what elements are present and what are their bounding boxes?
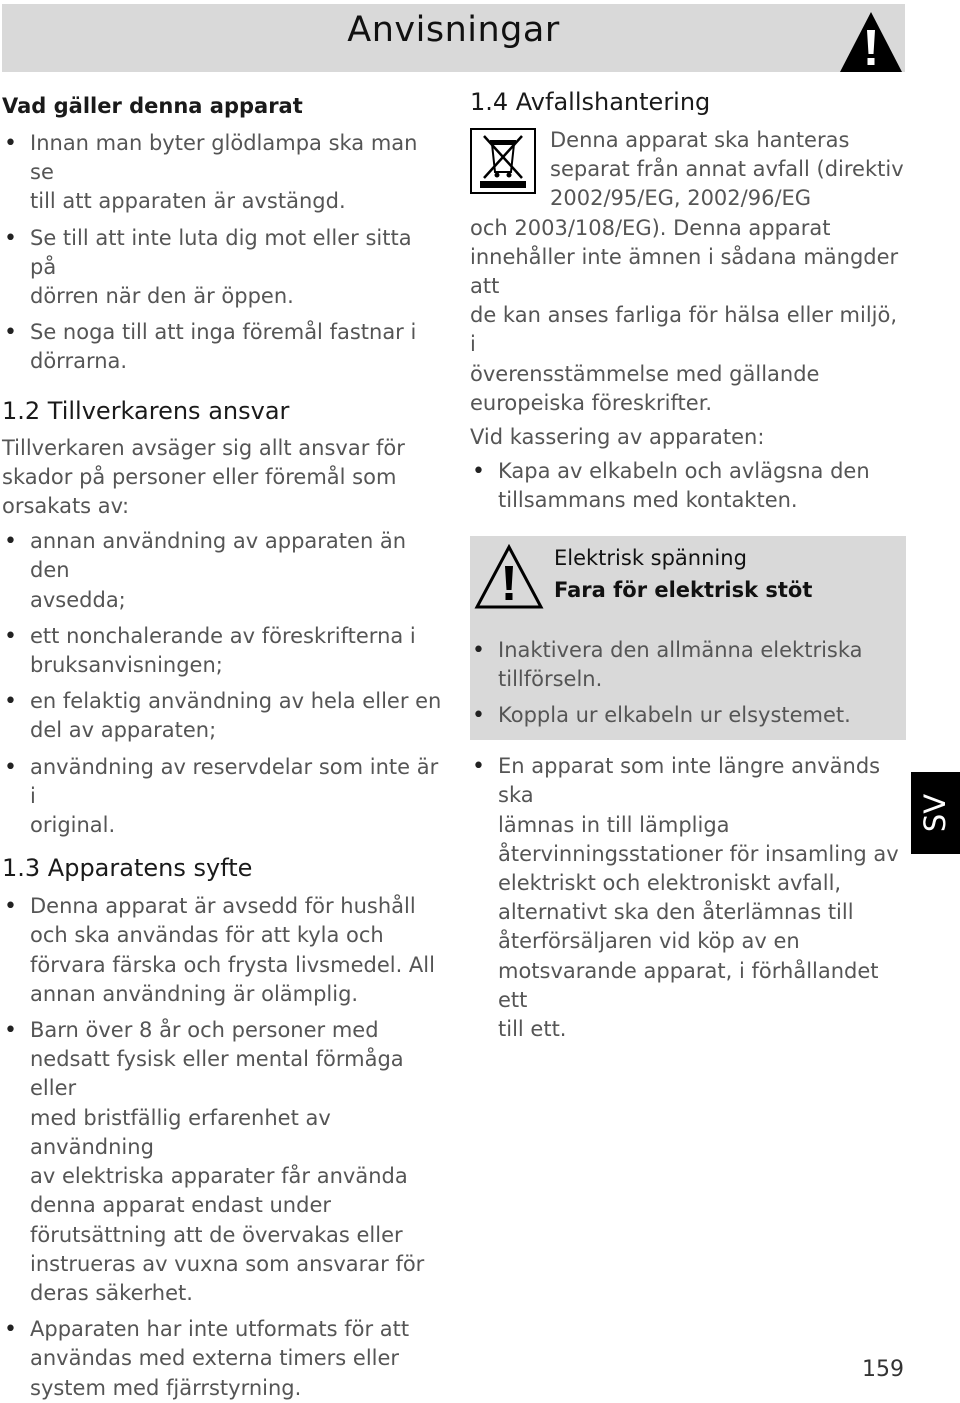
list-item: • Inaktivera den allmänna elektriska tillförseln. [470, 636, 906, 694]
list-item: • Innan man byter glödlampa ska man se till att apparaten är avstängd. [2, 129, 442, 217]
bullet-list [470, 636, 906, 731]
language-tab-label: SV [918, 793, 952, 833]
bullet-list [2, 892, 442, 1402]
section-title-1-3: 1.3 Apparatens syfte [2, 854, 253, 883]
section-body: och 2003/108/EG). Denna apparat innehåller inte ämnen i sådana mängder att de kan anses farliga för hälsa eller miljö, i överensstämmelse med gällande europeiska föreskrifter. [470, 215, 899, 415]
list-item: • Denna apparat är avsedd för hushåll och ska användas för att kyla och förvara färska och frysta livsmedel. All annan användning är olämplig. [2, 892, 442, 1009]
danger-subtitle: Fara för elektrisk stöt [554, 577, 813, 602]
page-title: Anvisningar [347, 10, 560, 50]
electric-warning-icon [474, 544, 544, 610]
danger-title: Elektrisk spänning [554, 545, 747, 570]
list-item: • Apparaten har inte utformats för att användas med externa timers eller system med fjärrstyrning. [2, 1315, 442, 1403]
list-item: • Se noga till att inga föremål fastnar i dörrarna. [2, 318, 442, 376]
right-column [470, 88, 906, 1044]
section-heading: Vad gäller denna apparat [2, 94, 303, 118]
section-title-1-4: 1.4 Avfallshantering [470, 88, 711, 116]
list-item: • användning av reservdelar som inte är i original. [2, 753, 442, 841]
page-number: 159 [862, 1357, 904, 1382]
list-item: • Barn över 8 år och personer med nedsatt fysisk eller mental förmåga eller med bristfällig erfarenhet av användning av elektriska apparater får använda denna apparat endast under förutsättning att de övervakas eller instrueras av vuxna som ansvarar för deras säkerhet. [2, 1016, 442, 1308]
bullet-list [2, 527, 442, 840]
crossed-out-bin-icon [470, 128, 536, 194]
list-item: • Kapa av elkabeln och avlägsna den tillsammans med kontakten. [470, 457, 906, 515]
danger-box [470, 536, 906, 741]
list-item: • en felaktig användning av hela eller en del av apparaten; [2, 687, 442, 745]
section-intro: Denna apparat ska hanteras separat från annat avfall (direktiv 2002/95/EG, 2002/96/EG [550, 128, 904, 211]
disposal-label: Vid kassering av apparaten: [470, 425, 765, 450]
list-item: • annan användning av apparaten än den avsedda; [2, 527, 442, 615]
page-header [2, 4, 905, 72]
bullet-list [470, 457, 906, 515]
section-title-1-2: 1.2 Tillverkarens ansvar [2, 396, 290, 425]
bullet-list [2, 129, 442, 377]
section-intro: Tillverkaren avsäger sig allt ansvar för skador på personer eller föremål som orsakats av: [2, 435, 405, 519]
bullet-list [470, 752, 906, 1044]
left-column [2, 88, 442, 1403]
list-item: • Se till att inte luta dig mot eller sitta på dörren när den är öppen. [2, 224, 442, 312]
waste-section [470, 126, 906, 516]
list-item: • En apparat som inte längre används ska lämnas in till lämpliga återvinningsstationer för insamling av elektriskt och elektroniskt avfall, alternativt ska den återlämnas till återförsäljaren vid köp av en motsvarande apparat, i förhållandet ett till ett. [470, 752, 906, 1044]
list-item: • ett nonchalerande av föreskrifterna i bruksanvisningen; [2, 622, 442, 680]
language-tab [911, 772, 960, 854]
list-item: • Koppla ur elkabeln ur elsystemet. [470, 701, 906, 730]
warning-triangle-icon [838, 10, 904, 74]
